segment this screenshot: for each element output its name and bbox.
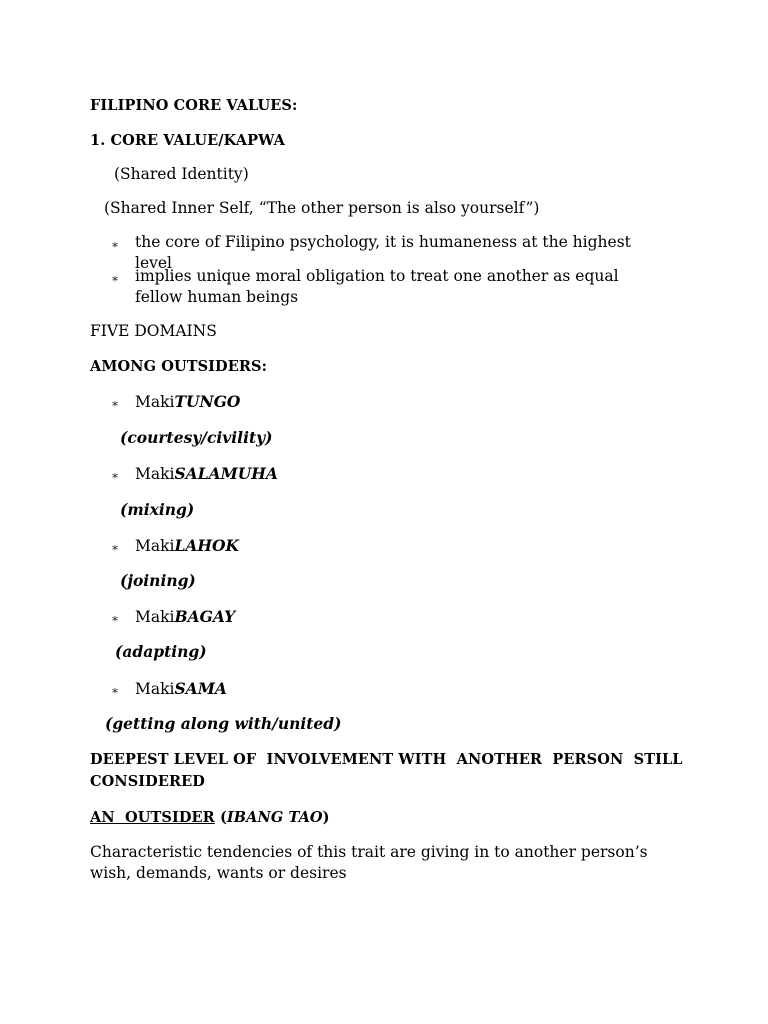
term-prefix: Maki [135, 680, 175, 698]
section-subtitle-2: (Shared Inner Self, “The other person is also yourself”) [104, 199, 540, 217]
term-meaning: (joining) [120, 571, 196, 590]
outsider-line [90, 807, 330, 828]
list-item [135, 391, 655, 413]
bullet-icon: ⁎ [112, 539, 118, 553]
bullet-icon: ⁎ [112, 682, 118, 696]
term: TUNGO [174, 392, 241, 411]
list-item [135, 606, 655, 628]
bullet-icon: ⁎ [112, 467, 118, 481]
open-paren: ( [214, 809, 227, 826]
term-meaning: (getting along with/united) [105, 714, 342, 733]
close-paren: ) [322, 809, 330, 826]
list-item [135, 535, 655, 557]
term-prefix: Maki [135, 465, 175, 483]
bullet-icon: ⁎ [112, 270, 118, 284]
term-meaning: (adapting) [115, 642, 207, 661]
deepest-level-line-2: CONSIDERED [90, 773, 205, 790]
term-prefix: Maki [135, 393, 175, 411]
section-subtitle: (Shared Identity) [114, 165, 249, 183]
outsider-term: IBANG TAO [226, 809, 323, 826]
list-item [135, 463, 655, 485]
list-item [135, 678, 655, 700]
bullet-icon: ⁎ [112, 395, 118, 409]
term-meaning: (mixing) [120, 500, 195, 519]
list-item: implies unique moral obligation to treat one another as equal fellow human beings [135, 267, 619, 306]
among-outsiders-heading: AMONG OUTSIDERS: [90, 358, 268, 375]
list-item: the core of Filipino psychology, it is humaneness at the highest level [135, 233, 631, 272]
term-meaning: (courtesy/civility) [120, 428, 273, 447]
bullet-icon: ⁎ [112, 610, 118, 624]
term-prefix: Maki [135, 608, 175, 626]
document-heading: FILIPINO CORE VALUES: [90, 97, 298, 114]
term-prefix: Maki [135, 537, 175, 555]
term: SALAMUHA [174, 464, 278, 483]
outsider-label: AN OUTSIDER [90, 809, 215, 826]
section-title: 1. CORE VALUE/KAPWA [90, 132, 285, 149]
deepest-level-line-1: DEEPEST LEVEL OF INVOLVEMENT WITH ANOTHER PERSON STILL [90, 751, 683, 768]
term: LAHOK [174, 536, 240, 555]
trait-description: Characteristic tendencies of this trait are giving in to another person’s wish, demands, wants or desires [90, 843, 648, 882]
bullet-icon: ⁎ [112, 236, 118, 250]
domains-title: FIVE DOMAINS [90, 322, 217, 340]
term: BAGAY [174, 607, 236, 626]
term: SAMA [174, 679, 227, 698]
